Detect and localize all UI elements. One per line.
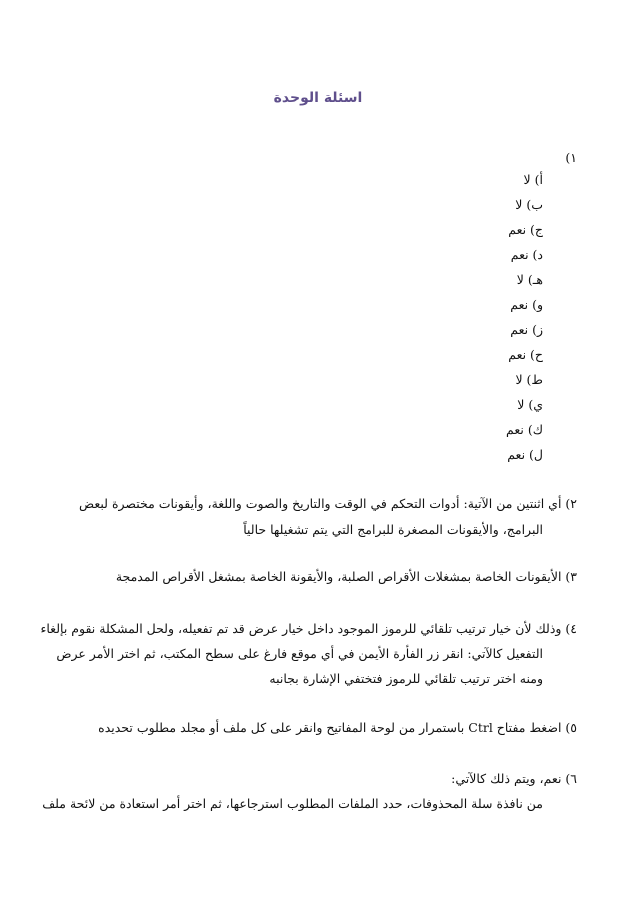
q2-line: البرامج، والأيقونات المصغرة للبرامج التي يتم تشغيلها حالياً xyxy=(243,522,543,537)
q1-answer: ي) لا xyxy=(517,397,543,412)
q2-line: ٢) أي اثنتين من الآتية: أدوات التحكم في الوقت والتاريخ والصوت واللغة، وأيقونات مختصرة لبعض xyxy=(79,496,577,511)
q1-number: ١) xyxy=(565,150,577,165)
q3-line: ٣) الأيقونات الخاصة بمشغلات الأقراص الصلبة، والأيقونة الخاصة بمشغل الأقراص المدمجة xyxy=(115,569,577,584)
q1-answer: ك) نعم xyxy=(506,422,543,437)
q1-answer: ز) نعم xyxy=(510,322,543,337)
q1-answer: د) نعم xyxy=(510,247,543,262)
q1-answer: هـ) لا xyxy=(516,272,543,287)
q1-answer: أ) لا xyxy=(523,172,543,187)
q1-answer: ط) لا xyxy=(515,372,543,387)
q1-answer: ج) نعم xyxy=(508,222,543,237)
q4-line: التفعيل كالآتي: انقر زر الفأرة الأيمن في أي موقع فارغ على سطح المكتب، ثم اختر الأمر عرض xyxy=(56,646,543,661)
q6-line: ٦) نعم، ويتم ذلك كالآتي: xyxy=(451,771,577,786)
q4-line: ٤) وذلك لأن خيار ترتيب تلقائي للرموز الموجود داخل خيار عرض قد تم تفعيله، ولحل المشكلة نقوم بإلغاء xyxy=(40,621,577,636)
page-title: اسئلة الوحدة xyxy=(273,90,363,106)
q1-answer: ل) نعم xyxy=(507,447,543,462)
q1-answer: ب) لا xyxy=(515,197,543,212)
q6-line: من نافذة سلة المحذوفات، حدد الملفات المطلوب استرجاعها، ثم اختر أمر استعادة من لائحة ملف xyxy=(42,796,543,811)
q1-answer: ح) نعم xyxy=(508,347,543,362)
q4-line: ومنه اختر ترتيب تلقائي للرموز فتختفي الإشارة بجانبه xyxy=(269,671,543,686)
q1-answer: و) نعم xyxy=(510,297,543,312)
q5-line: ٥) اضغط مفتاح Ctrl باستمرار من لوحة المفاتيح وانقر على كل ملف أو مجلد مطلوب تحديده xyxy=(98,720,577,735)
